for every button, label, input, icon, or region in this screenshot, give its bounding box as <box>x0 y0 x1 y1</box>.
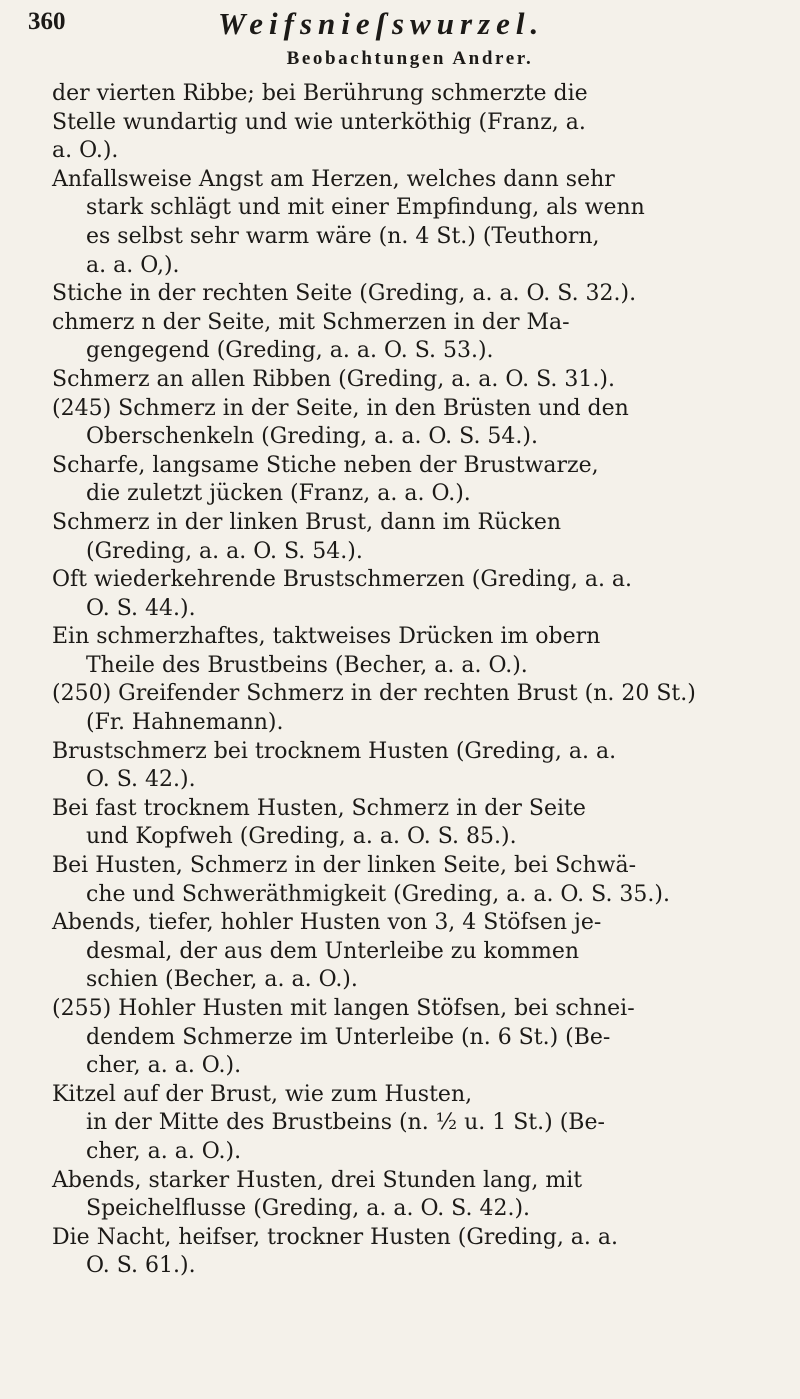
section-heading: Beobachtungen Andrer. <box>286 48 534 69</box>
symptom-entry <box>52 366 792 395</box>
symptom-entry <box>52 852 792 909</box>
symptom-entry <box>52 509 792 566</box>
entry-line: Theile des Brustbeins (Becher, a. a. O.). <box>86 652 528 678</box>
entry-line: Scharfe, langsame Stiche neben der Brustwarze, <box>52 452 599 478</box>
symptom-entry <box>52 1081 792 1167</box>
entry-line: es selbst sehr warm wäre (n. 4 St.) (Teuthorn, <box>86 223 600 249</box>
running-title: Weifsnieſswurzel. <box>218 6 545 41</box>
entry-line: Abends, tiefer, hohler Husten von 3, 4 Stöfsen je- <box>52 910 602 936</box>
symptom-entry <box>52 80 792 166</box>
symptom-list <box>52 80 792 1281</box>
entry-line: Stiche in der rechten Seite (Greding, a. a. O. S. 32.). <box>52 281 637 307</box>
entry-line: der vierten Ribbe; bei Berührung schmerzte die <box>52 81 588 106</box>
entry-line: Abends, starker Husten, drei Stunden lang, mit <box>52 1167 583 1193</box>
entry-line: gengegend (Greding, a. a. O. S. 53.). <box>86 338 494 364</box>
entry-line: stark schlägt und mit einer Empfindung, als wenn <box>86 195 645 221</box>
entry-line: Stelle wundartig und wie unterköthig (Franz, a. <box>52 109 586 135</box>
symptom-entry <box>52 566 792 623</box>
entry-line: (Fr. Hahnemann). <box>86 710 284 736</box>
entry-line: Bei Husten, Schmerz in der linken Seite, bei Schwä- <box>52 853 637 879</box>
entry-line: (250) Greifender Schmerz in der rechten Brust (n. 20 St.) <box>52 681 696 707</box>
entry-line: cher, a. a. O.). <box>86 1138 242 1164</box>
entry-line: chmerz n der Seite, mit Schmerzen in der Ma- <box>52 309 570 335</box>
entry-line: Oft wiederkehrende Brustschmerzen (Greding, a. a. <box>52 567 633 593</box>
symptom-entry <box>52 309 792 366</box>
entry-line: Oberschenkeln (Greding, a. a. O. S. 54.). <box>86 424 538 450</box>
entry-line: (245) Schmerz in der Seite, in den Brüsten und den <box>52 395 629 421</box>
symptom-entry <box>52 680 792 737</box>
entry-line: O. S. 42.). <box>86 767 196 793</box>
entry-line: die zuletzt jücken (Franz, a. a. O.). <box>86 481 471 507</box>
symptom-entry <box>52 166 792 280</box>
entry-line: Anfallsweise Angst am Herzen, welches dann sehr <box>52 166 615 192</box>
entry-line: cher, a. a. O.). <box>86 1053 242 1079</box>
entry-line: a. O.). <box>52 138 119 164</box>
symptom-entry <box>52 280 792 309</box>
symptom-entry <box>52 795 792 852</box>
entry-line: desmal, der aus dem Unterleibe zu kommen <box>86 938 580 964</box>
entry-line: und Kopfweh (Greding, a. a. O. S. 85.). <box>86 824 517 850</box>
symptom-entry <box>52 1224 792 1281</box>
symptom-entry <box>52 623 792 680</box>
entry-line: O. S. 44.). <box>86 595 196 621</box>
entry-line: Die Nacht, heifser, trockner Husten (Greding, a. a. <box>52 1224 619 1250</box>
symptom-entry <box>52 909 792 995</box>
entry-line: Kitzel auf der Brust, wie zum Husten, <box>52 1081 473 1107</box>
entry-line: dendem Schmerze im Unterleibe (n. 6 St.) (Be- <box>86 1024 611 1050</box>
entry-line: Bei fast trocknem Husten, Schmerz in der Seite <box>52 795 586 821</box>
entry-line: in der Mitte des Brustbeins (n. ½ u. 1 St.) (Be- <box>86 1110 605 1136</box>
symptom-entry <box>52 995 792 1081</box>
entry-line: Speichelflusse (Greding, a. a. O. S. 42.). <box>86 1196 531 1222</box>
entry-line: (Greding, a. a. O. S. 54.). <box>86 538 363 564</box>
entry-line: Ein schmerzhaftes, taktweises Drücken im obern <box>52 624 601 650</box>
entry-line: a. a. O,). <box>86 252 180 278</box>
symptom-entry <box>52 1167 792 1224</box>
entry-line: Brustschmerz bei trocknem Husten (Greding, a. a. <box>52 738 617 764</box>
symptom-entry <box>52 395 792 452</box>
entry-line: O. S. 61.). <box>86 1253 196 1279</box>
symptom-entry <box>52 738 792 795</box>
entry-line: Schmerz in der linken Brust, dann im Rücken <box>52 509 562 535</box>
entry-line: schien (Becher, a. a. O.). <box>86 967 358 993</box>
symptom-entry <box>52 452 792 509</box>
entry-line: Schmerz an allen Ribben (Greding, a. a. O. S. 31.). <box>52 366 615 392</box>
page-number: 360 <box>28 8 66 35</box>
entry-line: che und Schweräthmigkeit (Greding, a. a. O. S. 35.). <box>86 881 670 907</box>
entry-line: (255) Hohler Husten mit langen Stöfsen, bei schnei- <box>52 996 635 1021</box>
